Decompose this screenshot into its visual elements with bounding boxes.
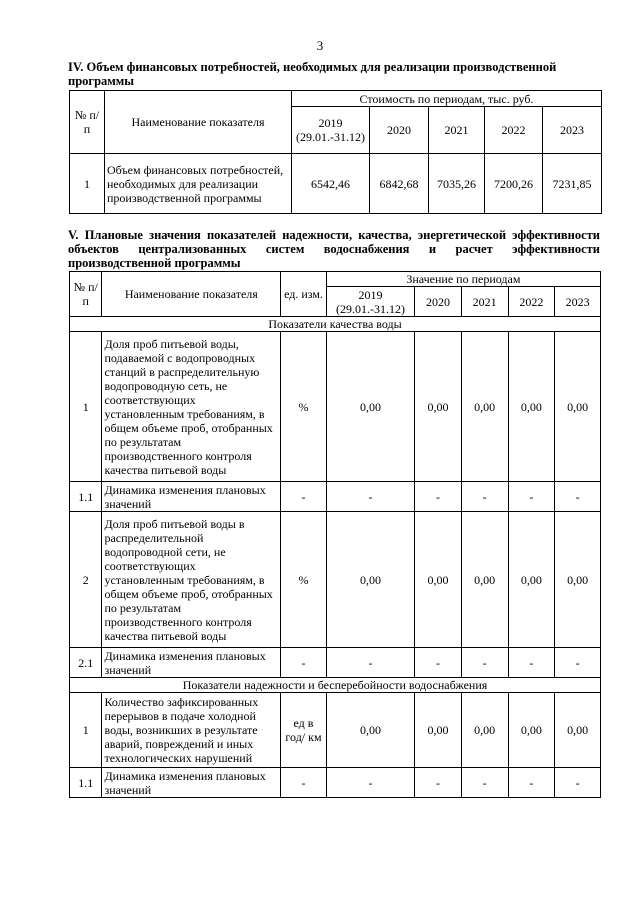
row-unit: % — [281, 332, 327, 482]
section-4-title: IV. Объем финансовых потребностей, необходимых для реализации производственной программы — [68, 60, 557, 88]
row-value-2022: 0,00 — [508, 512, 555, 648]
row-value-2020: - — [415, 768, 462, 798]
row-value-2022: - — [508, 648, 555, 678]
row-name: Динамика изменения плановых значений — [102, 648, 281, 678]
row-value-2023: - — [555, 648, 601, 678]
row-value-2019: 0,00 — [326, 693, 414, 768]
header-periods: Значение по периодам — [326, 272, 600, 287]
row-value-2019: 0,00 — [326, 332, 414, 482]
row-value-2019: - — [326, 482, 414, 512]
row-unit: - — [281, 482, 327, 512]
row-value-2023: 0,00 — [555, 512, 601, 648]
row-num: 1 — [70, 332, 102, 482]
row-value-2023: - — [555, 482, 601, 512]
row-num: 1.1 — [70, 768, 102, 798]
header-year-2019: 2019 (29.01.-31.12) — [326, 287, 414, 317]
row-value-2019: - — [326, 648, 414, 678]
header-year-2021: 2021 — [461, 287, 508, 317]
row-value-2021: - — [461, 768, 508, 798]
header-name: Наименование показателя — [102, 272, 281, 317]
row-unit: - — [281, 648, 327, 678]
row-name: Доля проб питьевой воды, подаваемой с водопроводных станций в распределительную водопроводную сеть, не соответствующих установленным требованиям, в общем объеме проб, отобранных по результатам производственного контроля качества питьевой воды — [102, 332, 281, 482]
section-5-title: V. Плановые значения показателей надежности, качества, энергетической эффективности объектов централизованных систем водоснабжения и расчет эффективности производственной программы — [68, 228, 600, 270]
page-number: 3 — [316, 38, 324, 53]
row-value-2023: - — [555, 768, 601, 798]
header-year-2020: 2020 — [415, 287, 462, 317]
row-value-2020: 6842,68 — [370, 154, 429, 214]
row-value-2023: 7231,85 — [543, 154, 602, 214]
row-unit: % — [281, 512, 327, 648]
row-num: 1 — [70, 154, 105, 214]
financial-needs-table — [69, 90, 602, 214]
header-year-2021: 2021 — [429, 107, 485, 154]
row-value-2020: - — [415, 648, 462, 678]
indicators-table — [69, 271, 601, 798]
table-row — [70, 482, 601, 512]
row-num: 2.1 — [70, 648, 102, 678]
header-num: № п/п — [70, 91, 105, 154]
table-row — [70, 154, 602, 214]
row-value-2020: - — [415, 482, 462, 512]
table-row — [70, 648, 601, 678]
header-num: № п/п — [70, 272, 102, 317]
row-value-2022: 0,00 — [508, 693, 555, 768]
row-value-2023: 0,00 — [555, 693, 601, 768]
row-name: Динамика изменения плановых значений — [102, 482, 281, 512]
row-value-2022: 0,00 — [508, 332, 555, 482]
header-year-2022: 2022 — [485, 107, 543, 154]
row-value-2019: 6542,46 — [292, 154, 370, 214]
row-value-2022: 7200,26 — [485, 154, 543, 214]
row-value-2022: - — [508, 482, 555, 512]
header-year-2019: 2019 (29.01.-31.12) — [292, 107, 370, 154]
header-year-2022: 2022 — [508, 287, 555, 317]
row-value-2020: 0,00 — [415, 693, 462, 768]
row-num: 2 — [70, 512, 102, 648]
row-num: 1.1 — [70, 482, 102, 512]
row-num: 1 — [70, 693, 102, 768]
row-value-2019: - — [326, 768, 414, 798]
table-row — [70, 768, 601, 798]
quality-section-header: Показатели качества воды — [70, 317, 601, 332]
row-value-2021: - — [461, 482, 508, 512]
row-name: Количество зафиксированных перерывов в подаче холодной воды, возникших в результате аварий, повреждений и иных технологических нарушений — [102, 693, 281, 768]
row-name: Объем финансовых потребностей, необходимых для реализации производственной программы — [105, 154, 292, 214]
table-row — [70, 332, 601, 482]
header-name: Наименование показателя — [105, 91, 292, 154]
row-unit: - — [281, 768, 327, 798]
header-year-2020: 2020 — [370, 107, 429, 154]
row-value-2021: 0,00 — [461, 332, 508, 482]
row-value-2019: 0,00 — [326, 512, 414, 648]
row-value-2021: 0,00 — [461, 512, 508, 648]
reliability-section-header: Показатели надежности и бесперебойности водоснабжения — [70, 678, 601, 693]
row-value-2020: 0,00 — [415, 512, 462, 648]
row-value-2022: - — [508, 768, 555, 798]
row-value-2021: 0,00 — [461, 693, 508, 768]
header-year-2023: 2023 — [555, 287, 601, 317]
table-row — [70, 512, 601, 648]
row-unit: ед в год/ км — [281, 693, 327, 768]
row-value-2021: 7035,26 — [429, 154, 485, 214]
header-unit: ед. изм. — [281, 272, 327, 317]
row-name: Динамика изменения плановых значений — [102, 768, 281, 798]
header-cost: Стоимость по периодам, тыс. руб. — [292, 91, 602, 107]
row-value-2020: 0,00 — [415, 332, 462, 482]
header-year-2023: 2023 — [543, 107, 602, 154]
row-value-2021: - — [461, 648, 508, 678]
table-row — [70, 693, 601, 768]
row-name: Доля проб питьевой воды в распределительной водопроводной сети, не соответствующих установленным требованиям, в общем объеме проб, отобранных по результатам производственного контроля качества питьевой воды — [102, 512, 281, 648]
row-value-2023: 0,00 — [555, 332, 601, 482]
